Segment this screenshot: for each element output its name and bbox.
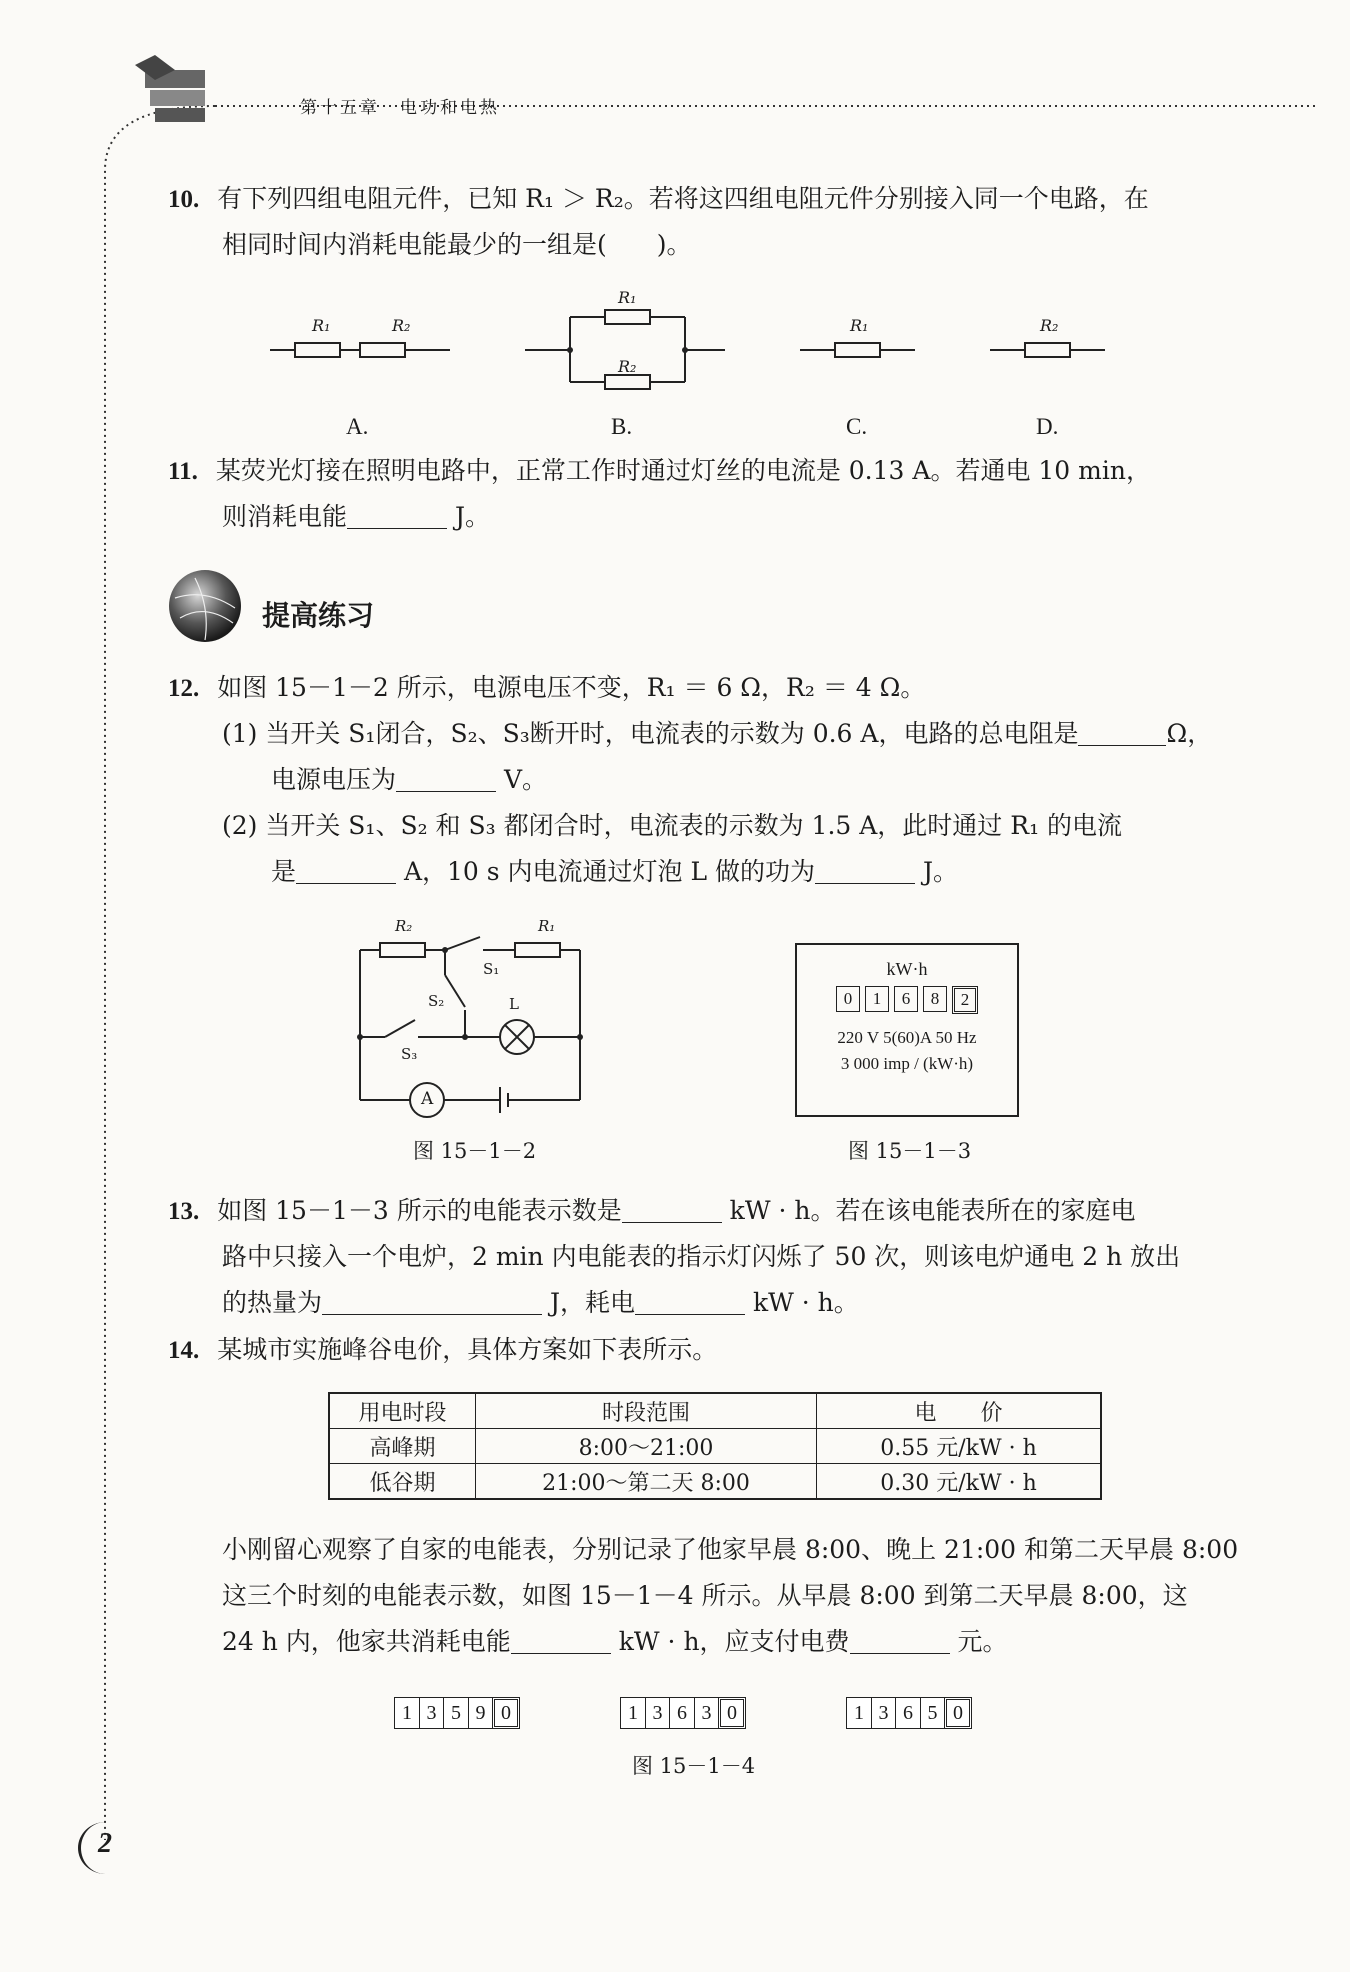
- q12-blank-current[interactable]: [296, 853, 396, 884]
- q13-blank-reading[interactable]: [622, 1192, 722, 1223]
- table-header: 时段范围: [476, 1393, 817, 1429]
- fig-15-1-2-caption: 图 15－1－2: [413, 1139, 537, 1163]
- q12-blank-work[interactable]: [815, 853, 915, 884]
- q11-number: 11.: [168, 458, 198, 485]
- q10-a-label-r2: R₂: [392, 316, 411, 335]
- reading-digit: 1: [394, 1697, 420, 1729]
- q13-blank-energy[interactable]: [635, 1284, 745, 1315]
- q13-line1: [168, 1188, 1135, 1235]
- q12-p2-text-b: 是: [271, 857, 297, 886]
- q11-text-1: 某荧光灯接在照明电路中，正常工作时通过灯丝的电流是 0.13 A。若通电 10 min，: [215, 456, 1151, 485]
- q11-text-2a: 则消耗电能: [222, 502, 348, 531]
- option-c[interactable]: C.: [846, 414, 868, 439]
- price-table: [328, 1392, 1102, 1500]
- meter-digit: 1: [865, 986, 889, 1012]
- q14-text-3: 这三个时刻的电能表示数，如图 15－1－4 所示。从早晨 8:00 到第二天早晨 8:00，这: [222, 1581, 1188, 1610]
- q10-resistor-diagrams: [260, 285, 1120, 405]
- q14-blank-cost[interactable]: [850, 1623, 950, 1654]
- meter-spec-1: 220 V 5(60)A 50 Hz: [837, 1028, 977, 1047]
- q12-part2-line1: (2) 当开关 S₁、S₂ 和 S₃ 都闭合时，电流表的示数为 1.5 A，此时通过 R₁ 的电流: [222, 811, 1123, 840]
- q13-text-3b: J，耗电: [542, 1288, 635, 1317]
- q10-b-label-r2: R₂: [618, 357, 637, 376]
- q14-line1: [168, 1327, 717, 1374]
- chapter-title: 第十五章 电功和电热: [300, 98, 500, 118]
- option-b[interactable]: B.: [611, 414, 633, 439]
- table-cell: 0.55 元/kW · h: [817, 1429, 1102, 1464]
- reading-digit: 1: [620, 1697, 646, 1729]
- book-stack-icon: [135, 55, 205, 122]
- meter-reading-next-morning: [846, 1697, 971, 1729]
- meter-digits: [797, 986, 1017, 1014]
- q14-text-4a: 24 h 内，他家共消耗电能: [222, 1627, 511, 1656]
- meter-spec-2: 3 000 imp / (kW·h): [840, 1054, 974, 1073]
- table-header: 电 价: [817, 1393, 1102, 1429]
- reading-digit: 6: [895, 1697, 921, 1729]
- q13-text-1b: kW · h。若在该电能表所在的家庭电: [721, 1196, 1136, 1225]
- circuit-diagram: [350, 915, 600, 1125]
- q11-line1: [168, 448, 1151, 495]
- q10-c-label-r1: R₁: [850, 316, 869, 335]
- meter-digit: 6: [894, 986, 918, 1012]
- table-cell: 低谷期: [329, 1464, 476, 1500]
- reading-digit: 5: [920, 1697, 946, 1729]
- q10-b-label-r1: R₁: [618, 288, 637, 307]
- q14-text-1: 某城市实施峰谷电价，具体方案如下表所示。: [217, 1335, 718, 1364]
- meter-unit: kW·h: [886, 959, 928, 979]
- option-a[interactable]: A.: [346, 414, 369, 439]
- q12-p1-text-c: 电源电压为: [271, 765, 397, 794]
- q14-number: 14.: [168, 1337, 200, 1364]
- q13-text-1a: 如图 15－1－3 所示的电能表示数是: [217, 1196, 622, 1225]
- reading-digit: 3: [871, 1697, 897, 1729]
- q12-part1-line2: [271, 757, 547, 803]
- circuit-label-s2: S₂: [428, 992, 445, 1010]
- fig-15-1-4-caption: 图 15－1－4: [632, 1754, 756, 1778]
- table-header: 用电时段: [329, 1393, 476, 1429]
- q12-p1-text-d: V。: [496, 765, 548, 794]
- reading-digit: 1: [846, 1697, 872, 1729]
- reading-digit: 3: [419, 1697, 445, 1729]
- q12-p2-text-c: A，10 s 内电流通过灯泡 L 做的功为: [396, 857, 816, 886]
- table-cell: 21:00～第二天 8:00: [476, 1464, 817, 1500]
- circuit-label-lamp: L: [509, 995, 519, 1013]
- q10-line1: [168, 176, 1149, 223]
- electricity-meter: [795, 943, 1019, 1117]
- circuit-label-r1: R₁: [538, 917, 556, 935]
- q12-blank-voltage[interactable]: [396, 761, 496, 792]
- reading-digit: 3: [645, 1697, 671, 1729]
- q10-a-label-r1: R₁: [312, 316, 331, 335]
- reading-digit: 5: [443, 1697, 469, 1729]
- q10-number: 10.: [168, 186, 200, 213]
- q13-text-2: 路中只接入一个电炉，2 min 内电能表的指示灯闪烁了 50 次，则该电炉通电 2 h 放出: [222, 1242, 1181, 1271]
- reading-digit: 3: [694, 1697, 720, 1729]
- q12-p1-text-a: (1) 当开关 S₁闭合，S₂、S₃断开时，电流表的示数为 0.6 A，电路的总电阻是: [222, 719, 1079, 748]
- reading-digit: 9: [468, 1697, 494, 1729]
- table-row: [329, 1464, 1101, 1500]
- q12-number: 12.: [168, 675, 200, 702]
- q14-blank-energy[interactable]: [511, 1623, 611, 1654]
- globe-icon: [165, 568, 245, 648]
- meter-digit: 0: [836, 986, 860, 1012]
- table-cell: 高峰期: [329, 1429, 476, 1464]
- q14-text-4c: 元。: [949, 1627, 1008, 1656]
- q14-text-2: 小刚留心观察了自家的电能表，分别记录了他家早晨 8:00、晚上 21:00 和第二天早晨 8:00: [222, 1535, 1239, 1564]
- q14-text-4b: kW · h，应支付电费: [610, 1627, 850, 1656]
- q12-part1-line1: [222, 711, 1212, 757]
- meter-reading-evening: [620, 1697, 745, 1729]
- reading-digit-decimal: 0: [718, 1697, 746, 1729]
- q12-text-1: 如图 15－1－2 所示，电源电压不变，R₁ ＝ 6 Ω，R₂ ＝ 4 Ω。: [217, 673, 926, 702]
- q12-p2-text-d: J。: [915, 857, 959, 886]
- reading-digit-decimal: 0: [492, 1697, 520, 1729]
- option-d[interactable]: D.: [1036, 414, 1059, 439]
- q12-blank-resistance[interactable]: [1078, 715, 1166, 746]
- q12-p1-text-b: Ω，: [1166, 719, 1213, 748]
- q11-blank[interactable]: [347, 498, 447, 529]
- q13-text-3a: 的热量为: [222, 1288, 323, 1317]
- q13-text-3c: kW · h。: [745, 1288, 859, 1317]
- table-header-row: [329, 1393, 1101, 1429]
- table-row: [329, 1429, 1101, 1464]
- q10-text-1: 有下列四组电阻元件，已知 R₁ ＞ R₂。若将这四组电阻元件分别接入同一个电路，在: [217, 184, 1149, 213]
- circuit-label-ammeter: A: [421, 1089, 434, 1109]
- circuit-label-r2: R₂: [395, 917, 413, 935]
- fig-15-1-3-caption: 图 15－1－3: [848, 1139, 972, 1163]
- meter-reading-morning: [394, 1697, 519, 1729]
- circuit-label-s3: S₃: [401, 1045, 418, 1063]
- q10-text-2: 相同时间内消耗电能最少的一组是( )。: [222, 230, 692, 259]
- q10-d-label-r2: R₂: [1040, 316, 1059, 335]
- q13-blank-heat[interactable]: [322, 1284, 542, 1315]
- q11-line2: [222, 494, 490, 540]
- meter-digit-decimal: 2: [952, 986, 978, 1014]
- reading-digit: 6: [669, 1697, 695, 1729]
- reading-digit-decimal: 0: [944, 1697, 972, 1729]
- table-cell: 0.30 元/kW · h: [817, 1464, 1102, 1500]
- page-number: 2: [98, 1828, 112, 1859]
- q12-part2-line2: [271, 849, 958, 895]
- q13-number: 13.: [168, 1198, 200, 1225]
- meter-digit: 8: [923, 986, 947, 1012]
- section-title: 提高练习: [262, 599, 375, 632]
- q11-text-2b: J。: [447, 502, 490, 531]
- circuit-label-s1: S₁: [483, 960, 500, 978]
- q13-line3: [222, 1280, 859, 1326]
- q12-line1: [168, 665, 925, 712]
- table-cell: 8:00～21:00: [476, 1429, 817, 1464]
- q14-line4: [222, 1619, 1008, 1665]
